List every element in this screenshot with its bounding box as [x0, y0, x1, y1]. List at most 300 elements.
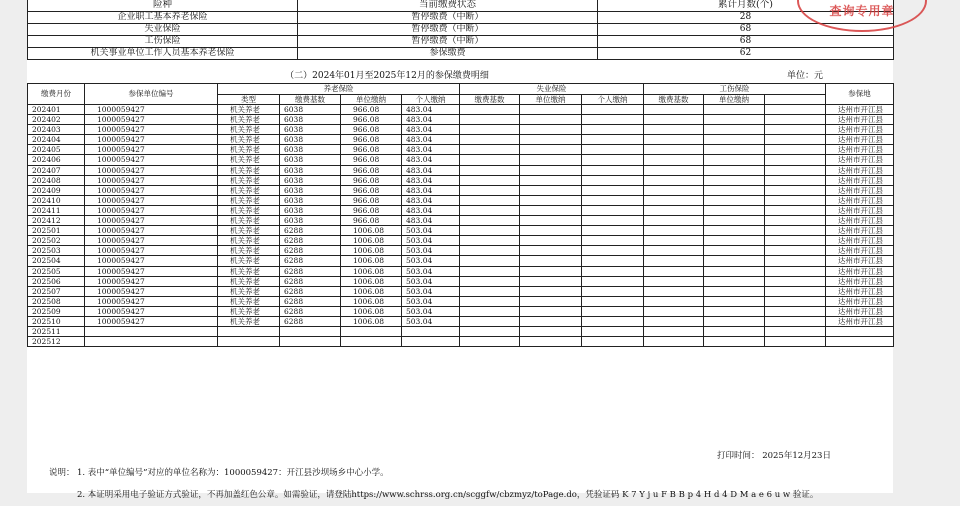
- cell-type: 机关养老: [218, 135, 280, 145]
- cell-pension-personal: 483.04: [402, 185, 460, 195]
- cell-location: 达州市开江县: [826, 266, 894, 276]
- summary-row: [28, 12, 894, 24]
- cell-unemployment-base: [460, 145, 520, 155]
- cell-location: 达州市开江县: [826, 276, 894, 286]
- cell-month: 202501: [28, 226, 85, 236]
- cell-unemployment-unit-pay: [520, 236, 582, 246]
- cell-unemployment-unit-pay: [520, 276, 582, 286]
- cell-injury-base: [644, 195, 704, 205]
- cell-unemployment-base: [460, 327, 520, 337]
- cell-injury-base: [644, 155, 704, 165]
- cell-unemployment-base: [460, 276, 520, 286]
- header-pension: 养老保险: [218, 84, 460, 95]
- cell-unemployment-personal: [582, 286, 644, 296]
- cell-month: 202401: [28, 105, 85, 115]
- cell-location: 达州市开江县: [826, 246, 894, 256]
- cell-injury-unit-pay: [704, 105, 765, 115]
- table-row: [28, 256, 894, 266]
- table-row: [28, 205, 894, 215]
- cell-month: 202503: [28, 246, 85, 256]
- cell-pension-unit-pay: 1006.08: [341, 246, 402, 256]
- summary-type: 企业职工基本养老保险: [28, 12, 298, 24]
- cell-unemployment-personal: [582, 105, 644, 115]
- table-row: [28, 105, 894, 115]
- cell-type: 机关养老: [218, 316, 280, 326]
- cell-type: 机关养老: [218, 165, 280, 175]
- cell-injury-blank: [765, 195, 826, 205]
- cell-unemployment-base: [460, 105, 520, 115]
- cell-unemployment-unit-pay: [520, 286, 582, 296]
- cell-unemployment-base: [460, 306, 520, 316]
- cell-unemployment-personal: [582, 296, 644, 306]
- detail-title: （二）2024年01月至2025年12月的参保缴费明细: [285, 71, 489, 81]
- cell-type: 机关养老: [218, 125, 280, 135]
- cell-unemployment-unit-pay: [520, 337, 582, 347]
- cell-unit-no: 1000059427: [85, 155, 218, 165]
- table-row: [28, 296, 894, 306]
- cell-month: 202402: [28, 115, 85, 125]
- cell-unemployment-base: [460, 195, 520, 205]
- cell-injury-base: [644, 236, 704, 246]
- cell-pension-base: 6288: [280, 286, 341, 296]
- cell-unemployment-base: [460, 246, 520, 256]
- cell-pension-unit-pay: 966.08: [341, 205, 402, 215]
- table-row: [28, 327, 894, 337]
- note-1: 1. 表中“单位编号”对应的单位名称为：1000059427：开江县沙坝场乡中心小学。: [77, 468, 389, 478]
- cell-pension-base: 6038: [280, 175, 341, 185]
- summary-row: [28, 48, 894, 60]
- cell-unemployment-personal: [582, 165, 644, 175]
- cell-location: 达州市开江县: [826, 165, 894, 175]
- cell-type: 机关养老: [218, 175, 280, 185]
- table-row: [28, 337, 894, 347]
- cell-pension-unit-pay: 966.08: [341, 216, 402, 226]
- table-row: [28, 175, 894, 185]
- header-pension-personal: 个人缴纳: [402, 94, 460, 105]
- cell-unemployment-personal: [582, 276, 644, 286]
- summary-type: 失业保险: [28, 24, 298, 36]
- cell-pension-personal: 483.04: [402, 145, 460, 155]
- cell-unemployment-personal: [582, 246, 644, 256]
- cell-month: 202406: [28, 155, 85, 165]
- cell-unit-no: [85, 337, 218, 347]
- cell-injury-blank: [765, 175, 826, 185]
- cell-pension-personal: [402, 327, 460, 337]
- cell-unit-no: 1000059427: [85, 205, 218, 215]
- cell-pension-personal: 503.04: [402, 226, 460, 236]
- cell-pension-unit-pay: 966.08: [341, 165, 402, 175]
- cell-unemployment-base: [460, 155, 520, 165]
- cell-injury-unit-pay: [704, 115, 765, 125]
- cell-injury-blank: [765, 306, 826, 316]
- cell-pension-base: 6288: [280, 236, 341, 246]
- cell-pension-personal: 483.04: [402, 115, 460, 125]
- table-row: [28, 165, 894, 175]
- cell-pension-base: 6038: [280, 185, 341, 195]
- cell-type: 机关养老: [218, 286, 280, 296]
- cell-injury-base: [644, 145, 704, 155]
- header-location: 参保地: [826, 84, 894, 105]
- table-row: [28, 246, 894, 256]
- cell-location: 达州市开江县: [826, 286, 894, 296]
- cell-pension-personal: 503.04: [402, 256, 460, 266]
- cell-location: 达州市开江县: [826, 175, 894, 185]
- cell-unemployment-personal: [582, 266, 644, 276]
- cell-pension-personal: 503.04: [402, 276, 460, 286]
- summary-months: 68: [598, 24, 894, 36]
- cell-injury-base: [644, 226, 704, 236]
- cell-injury-blank: [765, 135, 826, 145]
- cell-unemployment-base: [460, 216, 520, 226]
- cell-injury-unit-pay: [704, 236, 765, 246]
- summary-header-status: 当前缴费状态: [298, 0, 598, 12]
- cell-injury-blank: [765, 337, 826, 347]
- cell-month: 202505: [28, 266, 85, 276]
- cell-type: 机关养老: [218, 296, 280, 306]
- cell-pension-base: [280, 327, 341, 337]
- header-injury: 工伤保险: [644, 84, 826, 95]
- cell-injury-unit-pay: [704, 306, 765, 316]
- summary-status: 暂停缴费（中断）: [298, 12, 598, 24]
- cell-type: 机关养老: [218, 236, 280, 246]
- cell-location: 达州市开江县: [826, 195, 894, 205]
- cell-pension-base: 6288: [280, 256, 341, 266]
- cell-month: 202502: [28, 236, 85, 246]
- cell-month: 202504: [28, 256, 85, 266]
- cell-unit-no: [85, 327, 218, 337]
- cell-injury-unit-pay: [704, 175, 765, 185]
- cell-location: 达州市开江县: [826, 145, 894, 155]
- cell-unemployment-unit-pay: [520, 216, 582, 226]
- summary-type: 机关事业单位工作人员基本养老保险: [28, 48, 298, 60]
- summary-status: 暂停缴费（中断）: [298, 24, 598, 36]
- cell-injury-unit-pay: [704, 266, 765, 276]
- cell-pension-base: [280, 337, 341, 347]
- cell-unit-no: 1000059427: [85, 165, 218, 175]
- cell-unemployment-personal: [582, 185, 644, 195]
- table-row: [28, 316, 894, 326]
- cell-injury-blank: [765, 276, 826, 286]
- cell-pension-unit-pay: 1006.08: [341, 226, 402, 236]
- cell-injury-base: [644, 286, 704, 296]
- cell-injury-unit-pay: [704, 226, 765, 236]
- cell-injury-blank: [765, 236, 826, 246]
- cell-unit-no: 1000059427: [85, 296, 218, 306]
- cell-pension-personal: 503.04: [402, 316, 460, 326]
- cell-pension-unit-pay: [341, 327, 402, 337]
- cell-location: 达州市开江县: [826, 226, 894, 236]
- cell-unemployment-base: [460, 296, 520, 306]
- cell-month: 202512: [28, 337, 85, 347]
- cell-unit-no: 1000059427: [85, 226, 218, 236]
- cell-unemployment-base: [460, 115, 520, 125]
- cell-injury-base: [644, 306, 704, 316]
- cell-unemployment-unit-pay: [520, 105, 582, 115]
- table-row: [28, 185, 894, 195]
- cell-location: 达州市开江县: [826, 185, 894, 195]
- notes-label: 说明：: [49, 468, 75, 478]
- cell-unemployment-unit-pay: [520, 256, 582, 266]
- cell-month: 202511: [28, 327, 85, 337]
- detail-header-row-1: [28, 84, 894, 95]
- cell-pension-base: 6038: [280, 115, 341, 125]
- cell-unit-no: 1000059427: [85, 145, 218, 155]
- cell-unemployment-unit-pay: [520, 115, 582, 125]
- cell-unemployment-personal: [582, 195, 644, 205]
- cell-location: [826, 327, 894, 337]
- cell-pension-personal: 503.04: [402, 246, 460, 256]
- cell-month: 202506: [28, 276, 85, 286]
- cell-pension-base: 6288: [280, 316, 341, 326]
- summary-header-row: [28, 0, 894, 12]
- cell-unit-no: 1000059427: [85, 306, 218, 316]
- cell-type: 机关养老: [218, 145, 280, 155]
- cell-injury-unit-pay: [704, 145, 765, 155]
- cell-injury-base: [644, 216, 704, 226]
- cell-type: 机关养老: [218, 115, 280, 125]
- cell-month: 202510: [28, 316, 85, 326]
- cell-pension-base: 6288: [280, 266, 341, 276]
- cell-unemployment-base: [460, 256, 520, 266]
- table-row: [28, 286, 894, 296]
- cell-injury-base: [644, 165, 704, 175]
- header-pension-base: 缴费基数: [280, 94, 341, 105]
- cell-type: 机关养老: [218, 195, 280, 205]
- cell-unemployment-base: [460, 135, 520, 145]
- cell-location: 达州市开江县: [826, 236, 894, 246]
- cell-unit-no: 1000059427: [85, 266, 218, 276]
- cell-unemployment-unit-pay: [520, 316, 582, 326]
- cell-pension-unit-pay: 966.08: [341, 145, 402, 155]
- cell-injury-unit-pay: [704, 256, 765, 266]
- header-injury-base: 缴费基数: [644, 94, 704, 105]
- cell-pension-unit-pay: 1006.08: [341, 296, 402, 306]
- cell-injury-blank: [765, 296, 826, 306]
- cell-injury-blank: [765, 316, 826, 326]
- cell-unemployment-base: [460, 316, 520, 326]
- table-row: [28, 195, 894, 205]
- cell-pension-base: 6038: [280, 105, 341, 115]
- cell-unemployment-personal: [582, 125, 644, 135]
- cell-pension-personal: 503.04: [402, 266, 460, 276]
- cell-injury-base: [644, 205, 704, 215]
- cell-unemployment-personal: [582, 256, 644, 266]
- cell-unemployment-unit-pay: [520, 226, 582, 236]
- cell-pension-unit-pay: 1006.08: [341, 306, 402, 316]
- cell-pension-base: 6288: [280, 306, 341, 316]
- cell-month: 202407: [28, 165, 85, 175]
- cell-unemployment-base: [460, 165, 520, 175]
- cell-unemployment-base: [460, 266, 520, 276]
- cell-pension-base: 6038: [280, 165, 341, 175]
- cell-unemployment-unit-pay: [520, 296, 582, 306]
- cell-injury-base: [644, 115, 704, 125]
- table-row: [28, 306, 894, 316]
- table-row: [28, 125, 894, 135]
- cell-unemployment-personal: [582, 236, 644, 246]
- cell-type: 机关养老: [218, 266, 280, 276]
- cell-pension-unit-pay: 1006.08: [341, 286, 402, 296]
- cell-location: 达州市开江县: [826, 205, 894, 215]
- cell-location: 达州市开江县: [826, 155, 894, 165]
- cell-unemployment-base: [460, 185, 520, 195]
- cell-injury-blank: [765, 105, 826, 115]
- cell-unit-no: 1000059427: [85, 216, 218, 226]
- cell-unit-no: 1000059427: [85, 105, 218, 115]
- cell-injury-unit-pay: [704, 205, 765, 215]
- summary-status: 暂停缴费（中断）: [298, 36, 598, 48]
- cell-unit-no: 1000059427: [85, 135, 218, 145]
- cell-pension-personal: 483.04: [402, 175, 460, 185]
- unit-label: 单位：元: [787, 71, 824, 81]
- cell-unemployment-base: [460, 337, 520, 347]
- cell-pension-base: 6038: [280, 205, 341, 215]
- cell-pension-unit-pay: 1006.08: [341, 276, 402, 286]
- cell-injury-blank: [765, 185, 826, 195]
- cell-unemployment-personal: [582, 115, 644, 125]
- cell-type: 机关养老: [218, 276, 280, 286]
- cell-unemployment-unit-pay: [520, 165, 582, 175]
- cell-injury-blank: [765, 286, 826, 296]
- cell-month: 202403: [28, 125, 85, 135]
- table-row: [28, 216, 894, 226]
- cell-unemployment-unit-pay: [520, 306, 582, 316]
- cell-pension-personal: 503.04: [402, 296, 460, 306]
- cell-unemployment-personal: [582, 145, 644, 155]
- summary-header-type: 险种: [28, 0, 298, 12]
- cell-type: 机关养老: [218, 246, 280, 256]
- table-row: [28, 266, 894, 276]
- cell-location: 达州市开江县: [826, 135, 894, 145]
- cell-month: 202409: [28, 185, 85, 195]
- summary-months: 62: [598, 48, 894, 60]
- cell-injury-unit-pay: [704, 276, 765, 286]
- cell-unemployment-unit-pay: [520, 135, 582, 145]
- contribution-detail-table: [27, 83, 894, 347]
- cell-unit-no: 1000059427: [85, 175, 218, 185]
- summary-table: [27, 0, 894, 60]
- cell-pension-unit-pay: [341, 337, 402, 347]
- cell-injury-base: [644, 327, 704, 337]
- table-row: [28, 236, 894, 246]
- cell-injury-blank: [765, 165, 826, 175]
- cell-pension-personal: 503.04: [402, 286, 460, 296]
- cell-unemployment-unit-pay: [520, 195, 582, 205]
- cell-unemployment-unit-pay: [520, 205, 582, 215]
- summary-status: 参保缴费: [298, 48, 598, 60]
- cell-injury-unit-pay: [704, 165, 765, 175]
- cell-pension-base: 6038: [280, 155, 341, 165]
- cell-pension-unit-pay: 966.08: [341, 155, 402, 165]
- cell-injury-unit-pay: [704, 195, 765, 205]
- cell-pension-unit-pay: 1006.08: [341, 236, 402, 246]
- table-row: [28, 145, 894, 155]
- cell-unemployment-personal: [582, 135, 644, 145]
- cell-month: 202405: [28, 145, 85, 155]
- cell-pension-unit-pay: 966.08: [341, 185, 402, 195]
- cell-injury-blank: [765, 246, 826, 256]
- cell-unit-no: 1000059427: [85, 256, 218, 266]
- detail-title-row: [27, 70, 893, 82]
- cell-injury-blank: [765, 327, 826, 337]
- cell-pension-base: 6288: [280, 296, 341, 306]
- header-pension-unit-pay: 单位缴纳: [341, 94, 402, 105]
- cell-unit-no: 1000059427: [85, 195, 218, 205]
- cell-injury-blank: [765, 155, 826, 165]
- cell-location: 达州市开江县: [826, 316, 894, 326]
- cell-injury-unit-pay: [704, 125, 765, 135]
- note-2: 2. 本证明采用电子验证方式验证，不再加盖红色公章。如需验证，请登陆https://www.schrss.org.cn/scggfw/cbzmyz/toPage.do，凭验证码 K 7 Y j u F B B p 4 H d 4 D M a e 6 u w 验证。: [77, 490, 819, 500]
- summary-type: 工伤保险: [28, 36, 298, 48]
- cell-injury-blank: [765, 256, 826, 266]
- summary-row: [28, 36, 894, 48]
- cell-location: 达州市开江县: [826, 256, 894, 266]
- cell-unit-no: 1000059427: [85, 125, 218, 135]
- table-row: [28, 276, 894, 286]
- cell-month: 202507: [28, 286, 85, 296]
- cell-type: 机关养老: [218, 205, 280, 215]
- cell-pension-base: 6288: [280, 246, 341, 256]
- cell-unemployment-personal: [582, 216, 644, 226]
- cell-pension-personal: 483.04: [402, 216, 460, 226]
- cell-unemployment-personal: [582, 337, 644, 347]
- cell-unemployment-unit-pay: [520, 327, 582, 337]
- cell-unit-no: 1000059427: [85, 185, 218, 195]
- header-pension-type: 类型: [218, 94, 280, 105]
- cell-type: 机关养老: [218, 216, 280, 226]
- cell-unit-no: 1000059427: [85, 246, 218, 256]
- cell-location: 达州市开江县: [826, 115, 894, 125]
- header-unemployment-unit-pay: 单位缴纳: [520, 94, 582, 105]
- cell-location: 达州市开江县: [826, 216, 894, 226]
- cell-unemployment-unit-pay: [520, 185, 582, 195]
- header-injury-blank: [765, 94, 826, 105]
- cell-unemployment-unit-pay: [520, 125, 582, 135]
- cell-injury-base: [644, 125, 704, 135]
- cell-injury-unit-pay: [704, 327, 765, 337]
- cell-unemployment-personal: [582, 316, 644, 326]
- cell-location: 达州市开江县: [826, 296, 894, 306]
- cell-injury-blank: [765, 216, 826, 226]
- cell-pension-base: 6038: [280, 216, 341, 226]
- cell-unemployment-personal: [582, 175, 644, 185]
- cell-injury-blank: [765, 205, 826, 215]
- cell-injury-unit-pay: [704, 216, 765, 226]
- cell-injury-base: [644, 135, 704, 145]
- cell-unemployment-base: [460, 236, 520, 246]
- cell-pension-unit-pay: 966.08: [341, 115, 402, 125]
- cell-injury-blank: [765, 145, 826, 155]
- cell-pension-personal: 483.04: [402, 155, 460, 165]
- cell-unit-no: 1000059427: [85, 236, 218, 246]
- cell-injury-unit-pay: [704, 337, 765, 347]
- header-month: 缴费月份: [28, 84, 85, 105]
- cell-injury-base: [644, 337, 704, 347]
- cell-injury-unit-pay: [704, 296, 765, 306]
- cell-injury-base: [644, 175, 704, 185]
- cell-unemployment-personal: [582, 327, 644, 337]
- cell-pension-unit-pay: 966.08: [341, 135, 402, 145]
- cell-month: 202412: [28, 216, 85, 226]
- cell-pension-base: 6288: [280, 276, 341, 286]
- notes: [49, 462, 819, 506]
- summary-header-months: 累计月数(个): [598, 0, 894, 12]
- cell-unemployment-base: [460, 125, 520, 135]
- cell-location: 达州市开江县: [826, 105, 894, 115]
- cell-unemployment-base: [460, 226, 520, 236]
- cell-month: 202508: [28, 296, 85, 306]
- cell-pension-base: 6038: [280, 135, 341, 145]
